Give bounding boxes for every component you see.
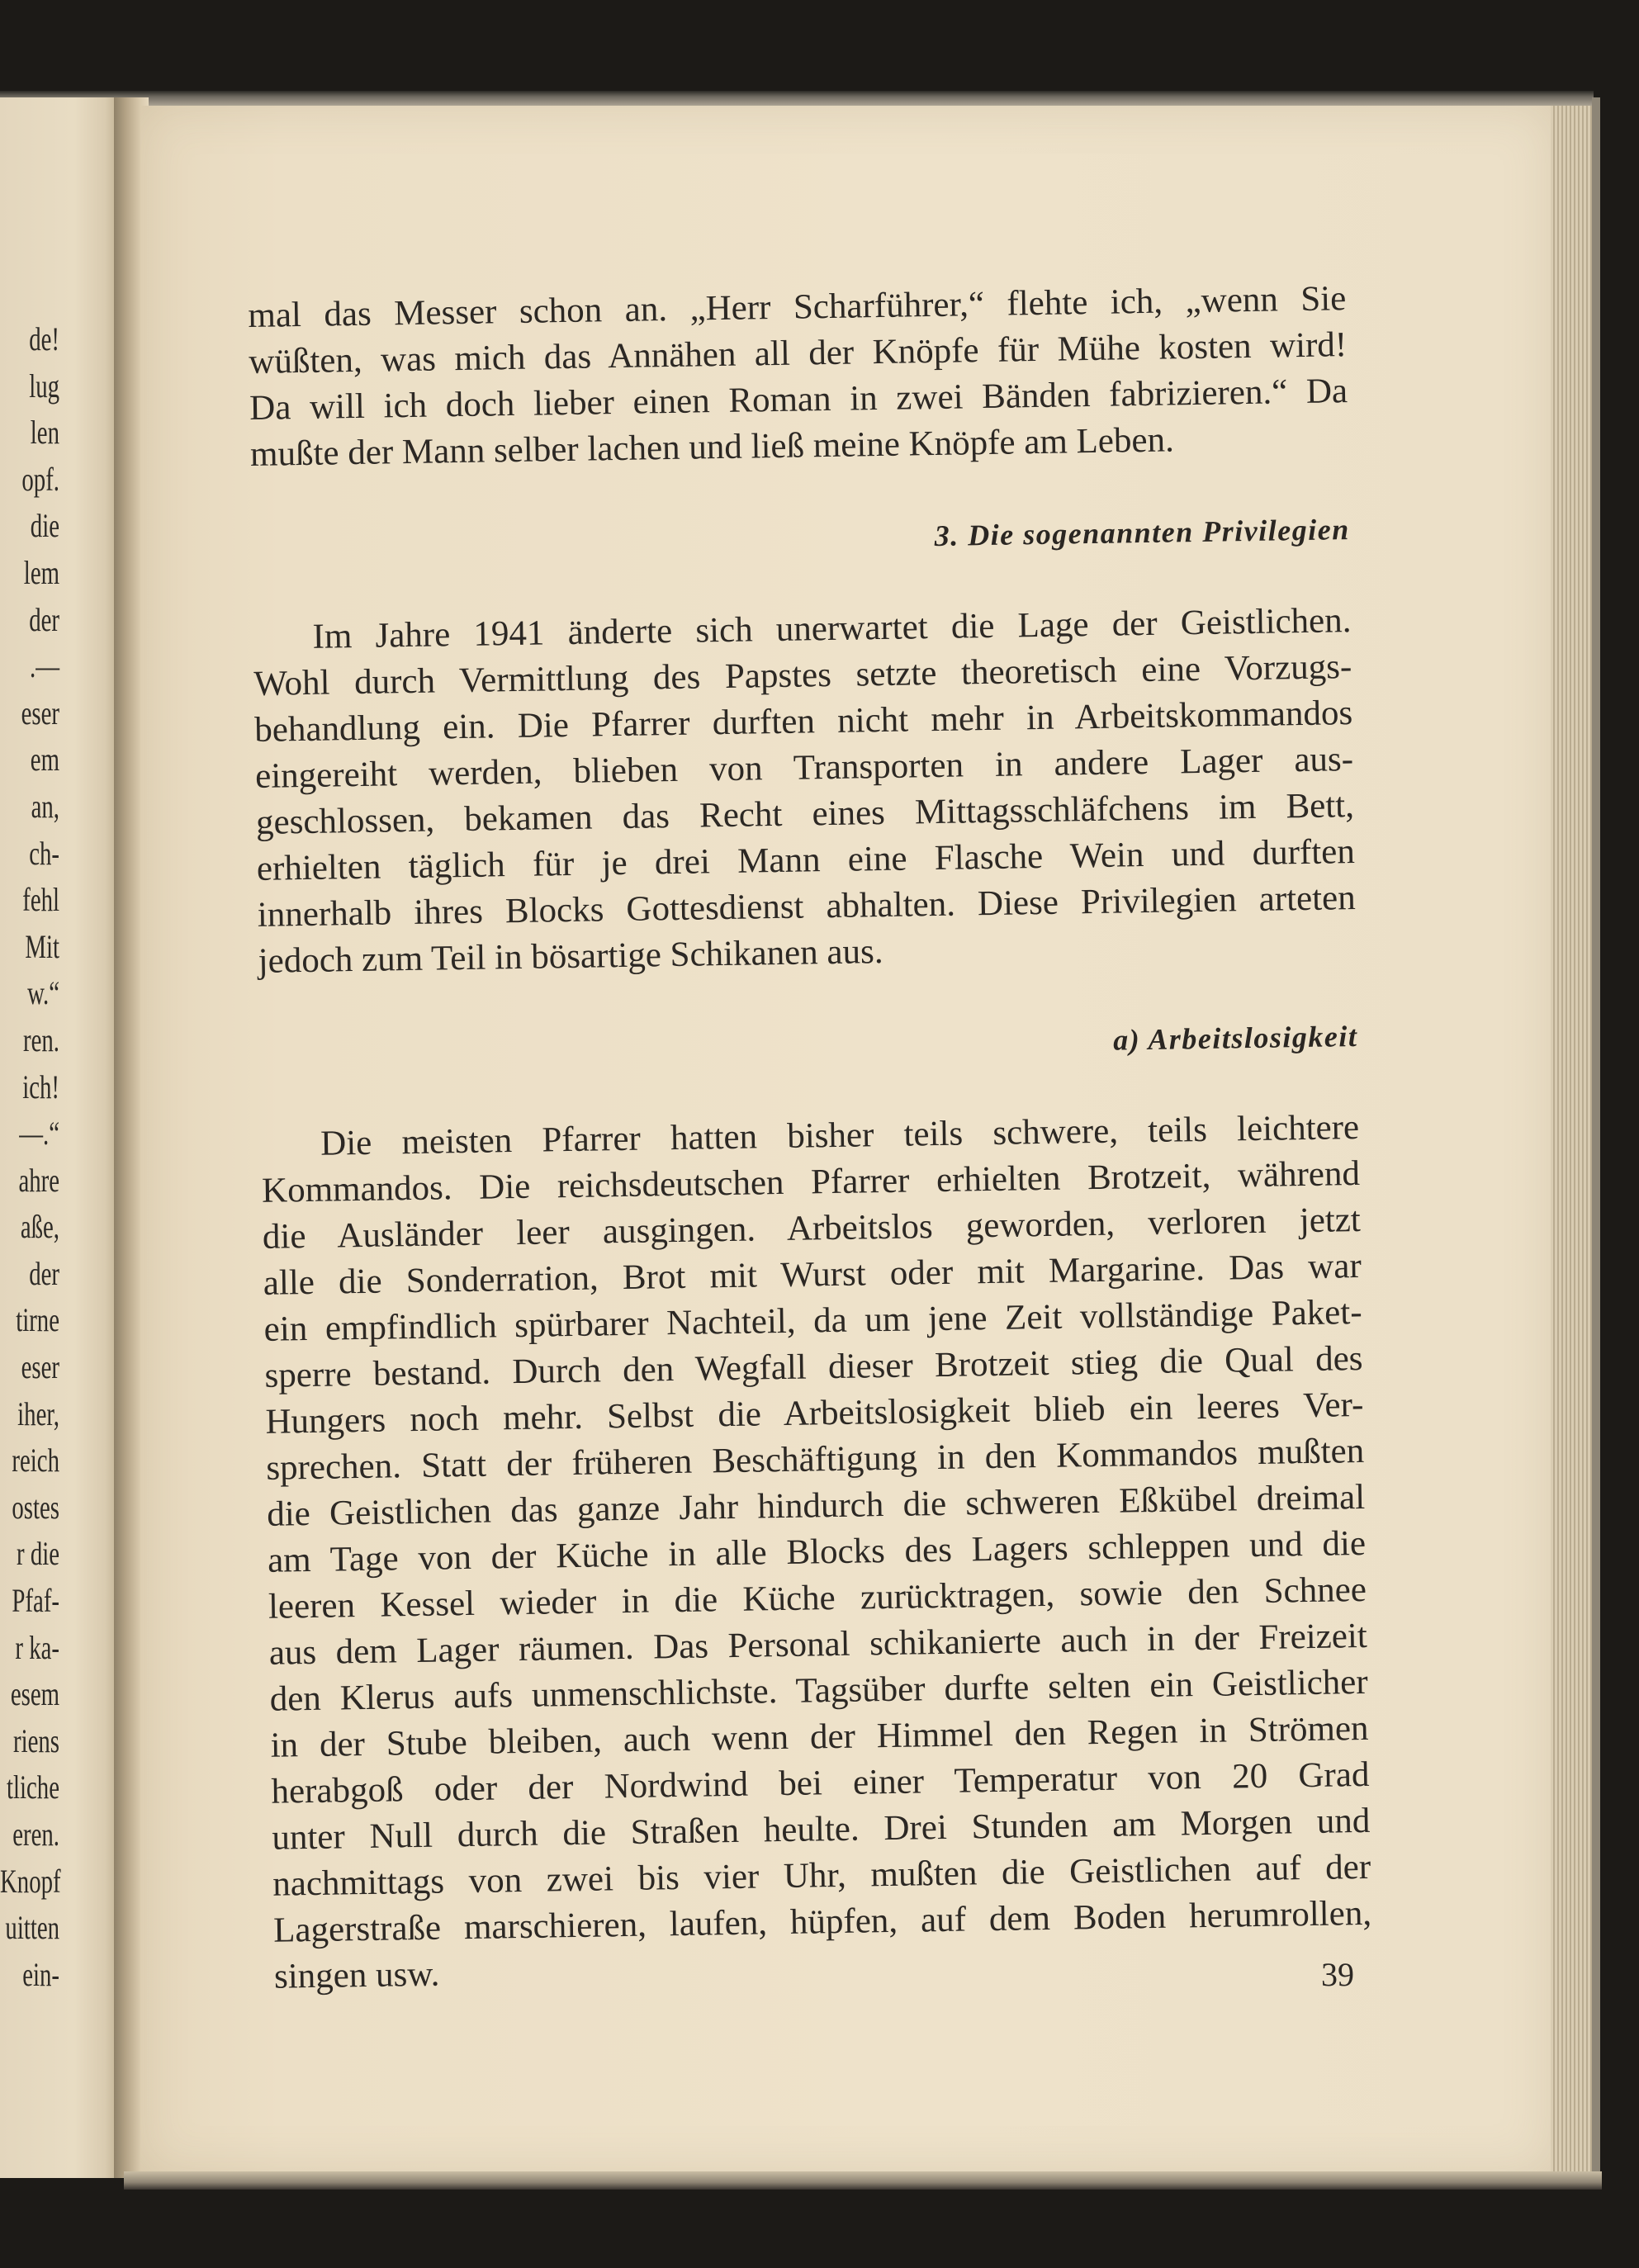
text-line: herabgoß oder der Nordwind bei einer Temperatur von 20 Grad [271, 1754, 1370, 1811]
text-line: die Geistlichen das ganze Jahr hindurch die schweren Eßkübel dreimal [266, 1477, 1366, 1534]
left-page-line-end: ich! [22, 1068, 60, 1106]
left-page-line-end: reich [12, 1442, 59, 1480]
cover-edge [1592, 97, 1600, 2182]
text-line: am Tage von der Küche in alle Blocks des Lagers schleppen und die [267, 1523, 1367, 1580]
text-line: die Ausländer leer ausgingen. Arbeitslos geworden, verloren jetzt [262, 1200, 1362, 1257]
text-line: Kommandos. Die reichsdeutschen Pfarrer erhielten Brotzeit, während [261, 1153, 1361, 1210]
left-page-line-end: an, [31, 787, 59, 825]
text-line: in der Stube bleiben, auch wenn der Himmel den Regen in Strömen [270, 1708, 1369, 1765]
left-page-line-end: ahre [18, 1161, 60, 1199]
subsection-paragraph [261, 1105, 1373, 2000]
left-page-line-end: r ka- [15, 1628, 59, 1666]
text-line: nachmittags von zwei bis vier Uhr, mußten die Geistlichen auf der [272, 1847, 1371, 1904]
left-page-line-end: —.“ [19, 1115, 59, 1153]
text-line: sperre bestand. Durch den Wegfall dieser Brotzeit stieg die Qual des [264, 1338, 1363, 1395]
text-line: Wohl durch Vermittlung des Papstes setzte theoretisch eine Vorzugs- [253, 647, 1352, 703]
text-line: den Klerus aufs unmenschlichste. Tagsüber durfte selten ein Geistlicher [269, 1662, 1368, 1719]
text-line: Die meisten Pfarrer hatten bisher teils schwere, teils leichtere [320, 1107, 1360, 1163]
left-page-line-end: de! [29, 320, 59, 357]
left-page-line-end: ren. [23, 1020, 59, 1058]
text-line: eingereiht werden, blieben von Transporten in andere Lager aus- [254, 740, 1354, 796]
page-edges [1551, 106, 1596, 2178]
page-text-block [248, 276, 1372, 2000]
left-page-line-end: ch- [29, 834, 59, 872]
left-page-line-end: iher, [17, 1394, 59, 1432]
left-page-fragment [0, 97, 124, 2178]
left-page-line-end: der [29, 600, 59, 638]
left-page-line-end: em [30, 741, 59, 779]
text-line: mal das Messer schon an. „Herr Scharführer,“ flehte ich, „wenn Sie [248, 279, 1347, 335]
text-line: Lagerstraße marschieren, laufen, hüpfen, auf dem Boden herumrollen, [272, 1893, 1372, 1950]
left-page-line-end: ein- [22, 1955, 60, 1993]
left-page-line-end: die [30, 507, 59, 545]
left-page-line-end: Pfaf- [12, 1582, 59, 1620]
left-page-line-end: len [30, 414, 59, 452]
left-page-line-end: eren. [12, 1816, 59, 1853]
left-page-line-end: fehl [22, 881, 60, 919]
left-page-line-end: tliche [7, 1768, 59, 1806]
text-line: alle die Sonderration, Brot mit Wurst oder mit Margarine. Das war [263, 1246, 1362, 1303]
left-page-line-end: aße, [20, 1208, 59, 1246]
text-line: unter Null durch die Straßen heulte. Drei Stunden am Morgen und [272, 1801, 1371, 1858]
left-page-line-end: riens [13, 1721, 59, 1759]
left-page-line-end: r die [17, 1535, 59, 1573]
text-line: Hungers noch mehr. Selbst die Arbeitslosigkeit blieb ein leeres Ver- [265, 1385, 1364, 1442]
section-heading: 3. Die sogenannten Privilegien [934, 513, 1350, 552]
text-line: sprechen. Statt der früheren Beschäftigung in den Kommandos mußten [265, 1431, 1365, 1488]
left-page-line-end: eser [21, 1348, 59, 1386]
left-page-line-end: Mit [25, 927, 59, 965]
text-line: erhielten täglich für je drei Mann eine Flasche Wein und durften [256, 832, 1356, 888]
left-page-line-end: esem [10, 1675, 59, 1713]
text-line: Da will ich doch lieber einen Roman in zwei Bänden fabrizieren.“ Da [249, 372, 1348, 428]
section-paragraph [253, 598, 1357, 985]
left-page-line-end: tirne [16, 1301, 59, 1339]
subsection-heading: a) Arbeitslosigkeit [1112, 1019, 1358, 1057]
opening-paragraph [248, 276, 1348, 478]
left-page-line-end: lem [23, 553, 60, 591]
left-page-line-ends [0, 316, 61, 1998]
left-page-line-end: w.“ [27, 974, 59, 1012]
text-line: wüßten, was mich das Annähen all der Knöpfe für Mühe kosten wird! [248, 325, 1348, 381]
text-line: mußte der Mann selber lachen und ließ meine Knöpfe am Leben. [249, 420, 1175, 474]
page-number: 39 [1321, 1956, 1354, 1993]
left-page-line-end: eser [21, 694, 59, 732]
left-page-line-end: .— [30, 647, 59, 685]
text-line: aus dem Lager räumen. Das Personal schikanierte auch in der Freizeit [268, 1616, 1368, 1673]
left-page-line-end: lug [29, 367, 59, 405]
text-line: innerhalb ihres Blocks Gottesdienst abhalten. Diese Privilegien arteten [257, 878, 1357, 935]
text-line: Im Jahre 1941 änderte sich unerwartet die Lage der Geistlichen. [312, 601, 1352, 656]
left-page-line-end: uitten [5, 1909, 60, 1947]
text-line: singen usw. [273, 1954, 440, 1996]
left-page-line-end: Knopf [0, 1862, 61, 1900]
text-line: geschlossen, bekamen das Recht eines Mittagsschläfchens im Bett, [255, 786, 1355, 842]
text-line: leeren Kessel wieder in die Küche zurücktragen, sowie den Schnee [268, 1570, 1367, 1626]
left-page-line-end: opf. [21, 460, 59, 498]
text-line: behandlung ein. Die Pfarrer durften nicht mehr in Arbeitskommandos [253, 694, 1353, 750]
book-bottom-edge [124, 2171, 1602, 2190]
text-line: ein empfindlich spürbarer Nachteil, da um jene Zeit vollständige Paket- [263, 1292, 1362, 1349]
left-page-line-end: der [29, 1254, 59, 1292]
text-line: jedoch zum Teil in bösartige Schikanen aus. [258, 932, 883, 981]
left-page-line-end: ostes [12, 1488, 59, 1526]
